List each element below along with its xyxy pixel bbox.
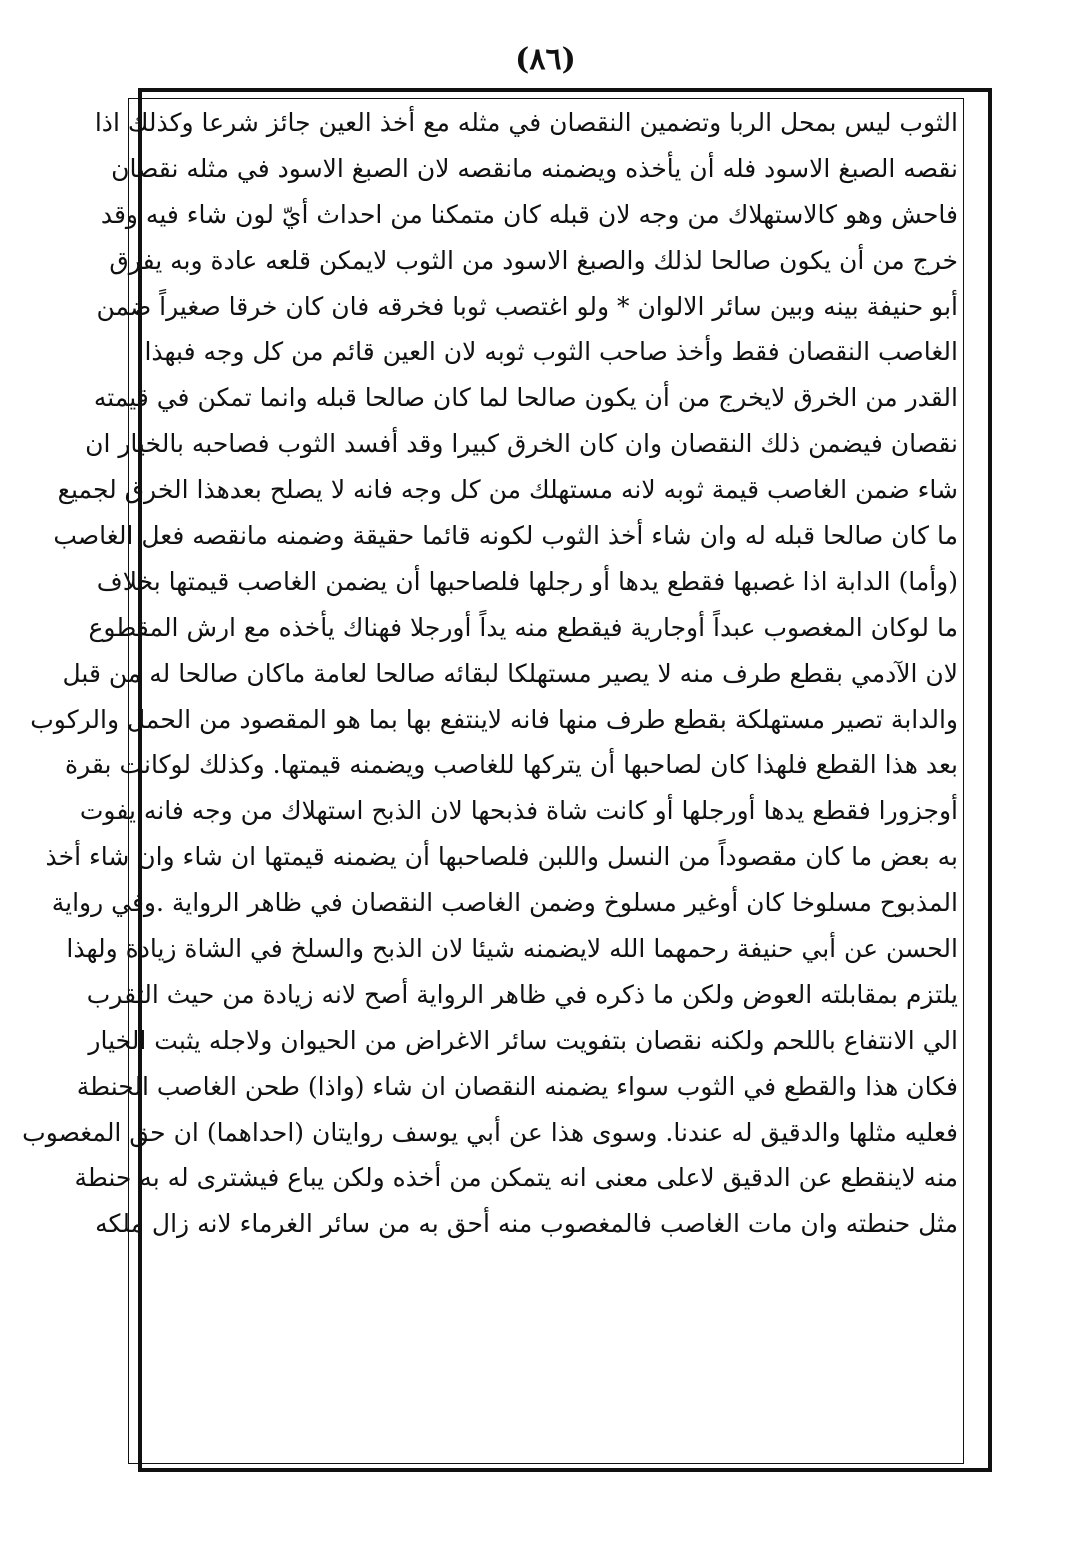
text-line: القدر من الخرق لايخرج من أن يكون صالحا لما كان صالحا قبله وانما تمكن في قيمته (93, 383, 958, 413)
text-line: نقصه الصبغ الاسود فله أن يأخذه ويضمنه مانقصه لان الصبغ الاسود في مثله نقصان (111, 153, 958, 183)
text-line: أبو حنيفة بينه وبين سائر الالوان * ولو اغتصب ثوبا فخرقه فان كان خرقا صغيراً ضمن (96, 291, 958, 321)
text-line: أوجزورا فقطع يدها أورجلها أو كانت شاة فذبحها لان الذبح استهلاك من وجه فانه يفوت (79, 796, 958, 826)
text-line: (وأما) الدابة اذا غصبها فقطع يدها أو رجلها فلصاحبها أن يضمن الغاصب قيمتها بخلاف (96, 566, 958, 596)
text-line: والدابة تصير مستهلكة بقطع طرف منها فانه لاينتفع بها بما هو المقصود من الحمل والركوب (30, 704, 958, 734)
page-number: (٨٦) (515, 42, 576, 77)
text-line: خرج من أن يكون صالحا لذلك والصبغ الاسود من الثوب لايمكن قلعه عادة وبه يفرق (109, 245, 958, 275)
text-line: بعد هذا القطع فلهذا كان لصاحبها أن يتركها للغاصب ويضمنه قيمتها. وكذلك لوكانت بقرة (65, 750, 958, 780)
body-text (22, 100, 958, 1247)
text-line: لان الآدمي بقطع طرف منه لا يصير مستهلكا لبقائه صالحا لعامة ماكان صالحا له من قبل (62, 658, 958, 688)
text-line: نقصان فيضمن ذلك النقصان وان كان الخرق كبيرا وقد أفسد الثوب فصاحبه بالخيار ان (85, 429, 958, 459)
text-line: الثوب ليس بمحل الربا وتضمين النقصان في مثله مع أخذ العين جائز شرعا وكذلك اذا (94, 108, 958, 137)
text-line: شاء ضمن الغاصب قيمة ثوبه لانه مستهلك من كل وجه فانه لا يصلح بعدهذا الخرق لجميع (57, 475, 958, 505)
text-line: يلتزم بمقابلته العوض ولكن ما ذكره في ظاهر الرواية أصح لانه زيادة من حيث التقرب (86, 979, 958, 1009)
text-line: الي الانتفاع باللحم ولكنه نقصان بتفويت سائر الاغراض من الحيوان ولاجله يثبت الخيار (88, 1025, 958, 1055)
text-line: ما كان صالحا قبله له وان شاء أخذ الثوب لكونه قائما حقيقة وضمنه مانقصه فعل الغاصب (53, 521, 958, 551)
text-line: فكان هذا والقطع في الثوب سواء يضمنه النقصان ان شاء (واذا) طحن الغاصب الحنطة (76, 1071, 958, 1101)
text-line: به بعض ما كان مقصوداً من النسل واللبن فلصاحبها أن يضمنه قيمتها ان شاء وان شاء أخذ (45, 842, 958, 872)
text-line: فاحش وهو كالاستهلاك من وجه لان قبله كان متمكنا من احداث أيّ لون شاء فيه وقد (100, 199, 958, 229)
text-line: مثل حنطته وان مات الغاصب فالمغصوب منه أحق به من سائر الغرماء لانه زال ملكه (95, 1209, 958, 1239)
text-line: الحسن عن أبي حنيفة رحمهما الله لايضمنه شيئا لان الذبح والسلخ في الشاة زيادة ولهذا (66, 934, 958, 964)
text-line: ما لوكان المغصوب عبداً أوجارية فيقطع منه يداً أورجلا فهناك يأخذه مع ارش المقطوع (88, 612, 958, 642)
text-line: المذبوح مسلوخا كان أوغير مسلوخ وضمن الغاصب النقصان في ظاهر الرواية .وفي رواية (51, 888, 958, 918)
text-line: فعليه مثلها والدقيق له عندنا. وسوى هذا عن أبي يوسف روايتان (احداهما) ان حق المغصوب (22, 1117, 958, 1147)
text-line: منه لاينقطع عن الدقيق لاعلى معنى انه يتمكن من أخذه ولكن يباع فيشترى له به حنطة (74, 1163, 958, 1193)
text-line: الغاصب النقصان فقط وأخذ صاحب الثوب ثوبه لان العين قائم من كل وجه فبهذا (144, 337, 958, 367)
